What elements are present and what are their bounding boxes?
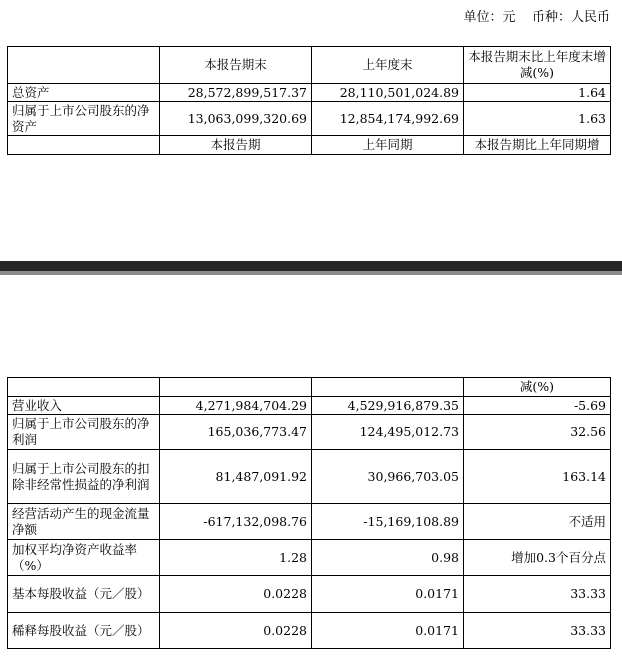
cell-value: 28,572,899,517.37 (160, 84, 312, 102)
cell-value: 165,036,773.47 (160, 415, 312, 450)
cell-value: -617,132,098.76 (160, 504, 312, 540)
cell-value: 0.0171 (312, 613, 464, 649)
currency-unit-note: 单位：元 币种：人民币 (463, 10, 610, 25)
table-row (8, 504, 611, 540)
table-subheader-row (8, 136, 611, 155)
table-row (8, 613, 611, 649)
cell-value: 4,271,984,704.29 (160, 397, 312, 415)
header-period-end: 本报告期末 (160, 47, 312, 84)
header-change-pct: 减(%) (464, 378, 611, 397)
table-row (8, 415, 611, 450)
cell-value: 4,529,916,879.35 (312, 397, 464, 415)
cell-value: -5.69 (464, 397, 611, 415)
row-label: 归属于上市公司股东的扣除非经常性损益的净利润 (8, 450, 160, 504)
table-row (8, 450, 611, 504)
cell-value: 81,487,091.92 (160, 450, 312, 504)
row-label: 稀释每股收益（元／股） (8, 613, 160, 649)
cell-value: 124,495,012.73 (312, 415, 464, 450)
header-prior-year-end: 上年度末 (312, 47, 464, 84)
row-label: 加权平均净资产收益率（%） (8, 540, 160, 576)
cell-value: 0.0171 (312, 576, 464, 613)
subheader-change-pct: 本报告期比上年同期增 (464, 136, 611, 155)
cell-value: 1.63 (464, 102, 611, 136)
row-label: 归属于上市公司股东的净资产 (8, 102, 160, 136)
cell-value: 13,063,099,320.69 (160, 102, 312, 136)
row-label: 经营活动产生的现金流量净额 (8, 504, 160, 540)
cell-value: 32.56 (464, 415, 611, 450)
subheader-same-period-last-year: 上年同期 (312, 136, 464, 155)
table-row (8, 102, 611, 136)
table-row (8, 84, 611, 102)
table-row (8, 576, 611, 613)
cell-value: 1.64 (464, 84, 611, 102)
cell-value: 33.33 (464, 613, 611, 649)
header-cell-blank (8, 47, 160, 84)
cell-value: -15,169,108.89 (312, 504, 464, 540)
cell-value: 不适用 (464, 504, 611, 540)
header-change-pct: 本报告期末比上年度末增减(%) (464, 47, 611, 84)
table-row (8, 397, 611, 415)
cell-value: 28,110,501,024.89 (312, 84, 464, 102)
header-cell-blank (312, 378, 464, 397)
subheader-current-period: 本报告期 (160, 136, 312, 155)
cell-value: 33.33 (464, 576, 611, 613)
table-header-row (8, 378, 611, 397)
cell-value: 0.98 (312, 540, 464, 576)
subheader-cell-blank (8, 136, 160, 155)
cell-value: 1.28 (160, 540, 312, 576)
row-label: 总资产 (8, 84, 160, 102)
cell-value: 163.14 (464, 450, 611, 504)
table-header-row (8, 47, 611, 84)
table-row (8, 540, 611, 576)
balance-table (7, 46, 611, 155)
row-label: 归属于上市公司股东的净利润 (8, 415, 160, 450)
cell-value: 0.0228 (160, 613, 312, 649)
cell-value: 0.0228 (160, 576, 312, 613)
row-label: 营业收入 (8, 397, 160, 415)
header-cell-blank (8, 378, 160, 397)
cell-value: 12,854,174,992.69 (312, 102, 464, 136)
row-label: 基本每股收益（元／股） (8, 576, 160, 613)
cell-value: 30,966,703.05 (312, 450, 464, 504)
page-break-divider (0, 261, 622, 276)
cell-value: 增加0.3个百分点 (464, 540, 611, 576)
income-table (7, 377, 611, 649)
header-cell-blank (160, 378, 312, 397)
